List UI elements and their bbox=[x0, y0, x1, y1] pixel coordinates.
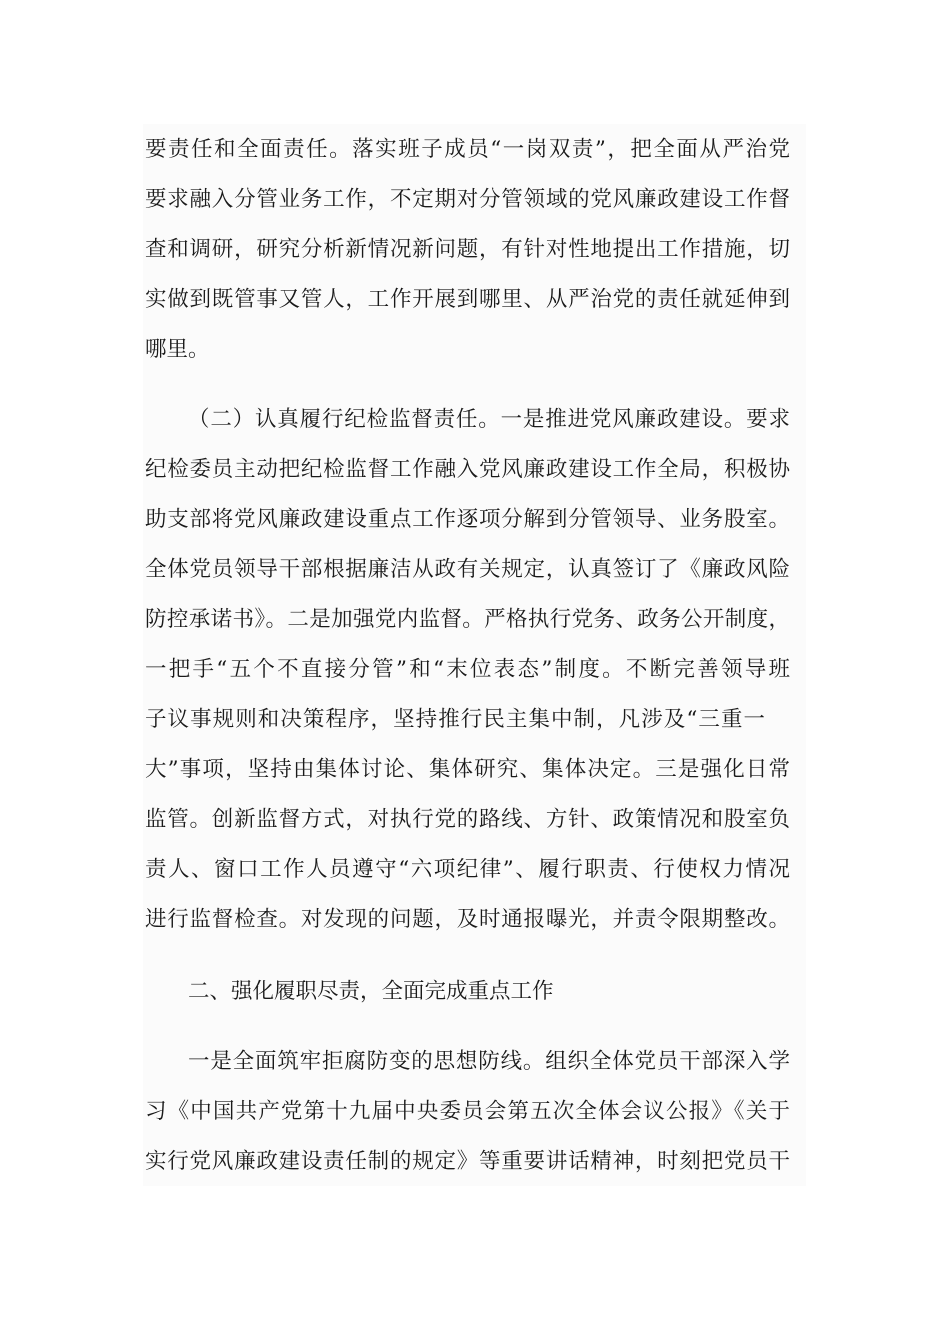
paragraph-1-line-2: 要求融入分管业务工作，不定期对分管领域的党风廉政建设工作督 bbox=[145, 187, 790, 212]
paragraph-4-line-2: 习《中国共产党第十九届中央委员会第五次全体会议公报》《关于 bbox=[145, 1099, 790, 1124]
paragraph-2-line-3: 助支部将党风廉政建设重点工作逐项分解到分管领导、业务股室。 bbox=[145, 507, 790, 532]
paragraph-4-line-3: 实行党风廉政建设责任制的规定》等重要讲话精神，时刻把党员干 bbox=[145, 1149, 790, 1174]
paragraph-2-line-8: 大”事项，坚持由集体讨论、集体研究、集体决定。三是强化日常 bbox=[145, 757, 790, 782]
paragraph-2-line-5: 防控承诺书》。二是加强党内监督。严格执行党务、政务公开制度， bbox=[145, 607, 790, 632]
paragraph-2-line-9: 监管。创新监督方式，对执行党的路线、方针、政策情况和股室负 bbox=[145, 807, 790, 832]
paragraph-2-line-11: 进行监督检查。对发现的问题，及时通报曝光，并责令限期整改。 bbox=[145, 907, 790, 932]
paragraph-2-line-1: （二）认真履行纪检监督责任。一是推进党风廉政建设。要求 bbox=[188, 407, 790, 432]
paragraph-2-line-4: 全体党员领导干部根据廉洁从政有关规定，认真签订了《廉政风险 bbox=[145, 557, 790, 582]
paragraph-2-line-2: 纪检委员主动把纪检监督工作融入党风廉政建设工作全局，积极协 bbox=[145, 457, 790, 482]
section-heading: 二、强化履职尽责，全面完成重点工作 bbox=[188, 979, 554, 1004]
paragraph-2-line-6: 一把手“五个不直接分管”和“末位表态”制度。不断完善领导班 bbox=[145, 657, 790, 682]
paragraph-1-line-4: 实做到既管事又管人，工作开展到哪里、从严治党的责任就延伸到 bbox=[145, 287, 790, 312]
paragraph-1-line-1: 要责任和全面责任。落实班子成员“一岗双责”，把全面从严治党 bbox=[145, 137, 790, 162]
paragraph-1-line-3: 查和调研，研究分析新情况新问题，有针对性地提出工作措施，切 bbox=[145, 237, 790, 262]
paragraph-4-line-1: 一是全面筑牢拒腐防变的思想防线。组织全体党员干部深入学 bbox=[188, 1049, 790, 1074]
paragraph-1-line-5: 哪里。 bbox=[145, 337, 210, 362]
paragraph-2-line-10: 责人、窗口工作人员遵守“六项纪律”、履行职责、行使权力情况 bbox=[145, 857, 790, 882]
paragraph-2-line-7: 子议事规则和决策程序，坚持推行民主集中制，凡涉及“三重一 bbox=[145, 707, 765, 732]
